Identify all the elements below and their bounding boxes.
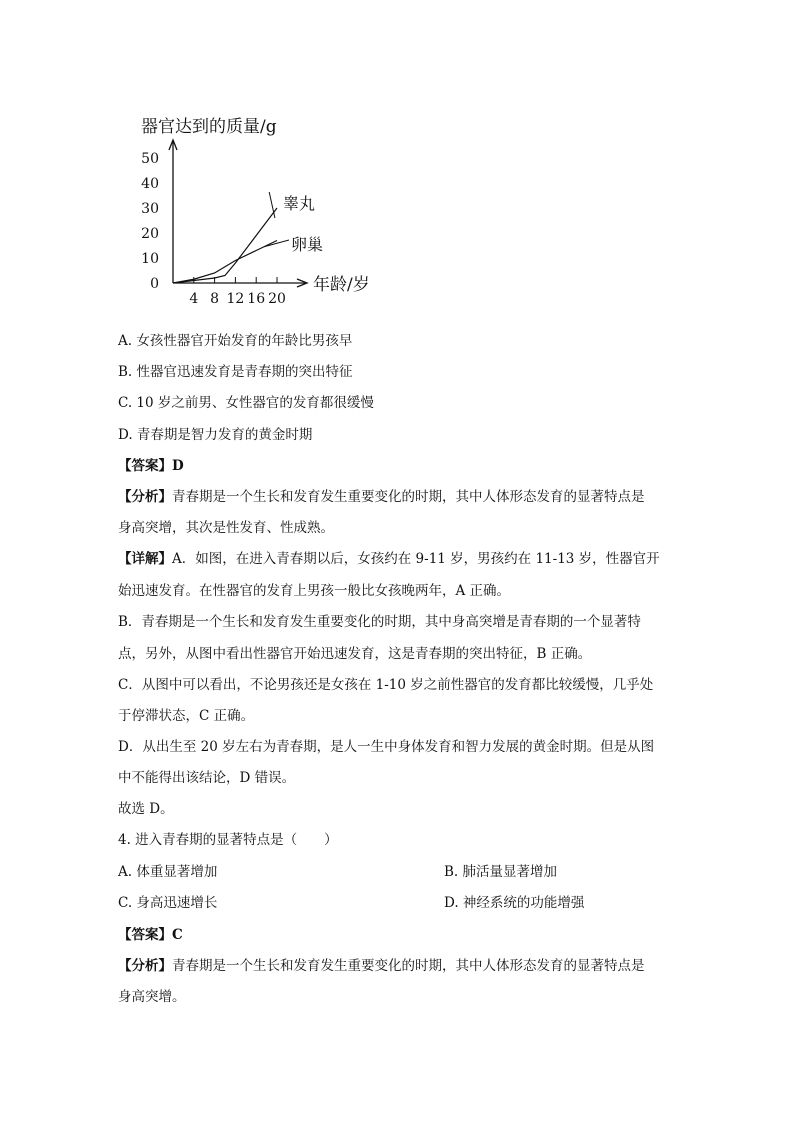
- detail-label: 【详解】: [118, 551, 172, 567]
- detail-a-line1: [118, 550, 660, 568]
- analysis-label: 【分析】: [118, 489, 172, 505]
- y-axis-label: 器官达到的质量/g: [141, 117, 277, 137]
- answer-q3: 【答案】D: [118, 458, 184, 474]
- series-label: 睾丸: [283, 194, 316, 213]
- x-tick-label: 20: [268, 291, 286, 307]
- y-tick-label: 20: [141, 226, 159, 242]
- q4-analysis-line2: 身高突增。: [118, 989, 186, 1005]
- detail-d-line1: D．从出生至 20 岁左右为青春期，是人一生中身体发育和智力发展的黄金时期。但是从图: [118, 739, 655, 755]
- detail-a-line2: 始迅速发育。在性器官的发育上男孩一般比女孩晚两年，A 正确。: [118, 583, 511, 599]
- x-tick-label: 8: [210, 291, 220, 307]
- y-tick-label: 30: [141, 201, 159, 217]
- detail-b-line1: B．青春期是一个生长和发育发生重要变化的时期，其中身高突增是青春期的一个显著特: [118, 614, 641, 630]
- x-tick-label: 4: [189, 291, 199, 307]
- q4-analysis-line1: [118, 957, 645, 975]
- series-line: [173, 208, 277, 283]
- option-c: C. 10 岁之前男、女性器官的发育都很缓慢: [118, 395, 374, 411]
- conclusion: 故选 D。: [118, 801, 174, 817]
- growth-chart: [133, 112, 393, 307]
- y-tick-label: 50: [141, 151, 159, 167]
- series-label: 卵巢: [291, 235, 324, 254]
- q4-stem: 4. 进入青春期的显著特点是（ ）: [118, 832, 338, 848]
- option-d: D. 青春期是智力发育的黄金时期: [118, 427, 313, 443]
- x-axis-label: 年龄/岁: [313, 275, 370, 295]
- analysis-q3-line2: 身高突增，其次是性发育、性成熟。: [118, 520, 334, 536]
- x-tick-label: 16: [247, 291, 266, 307]
- growth-chart-svg: [133, 112, 393, 307]
- detail-b-line2: 点，另外，从图中看出性器官开始迅速发育，这是青春期的突出特征，B 正确。: [118, 646, 592, 662]
- q4-analysis-text: 青春期是一个生长和发育发生重要变化的时期，其中人体形态发育的显著特点是: [172, 958, 645, 974]
- option-a: A. 女孩性器官开始发育的年龄比男孩早: [118, 333, 353, 349]
- q4-analysis-label: 【分析】: [118, 958, 172, 974]
- q4-option-a: A. 体重显著增加: [118, 864, 218, 880]
- analysis-q3-line1: [118, 488, 645, 506]
- detail-d-line2: 中不能得出该结论，D 错误。: [118, 770, 296, 786]
- q4-option-d: D. 神经系统的功能增强: [444, 895, 585, 911]
- y-tick-label: 10: [141, 251, 159, 267]
- y-tick-label: 0: [150, 276, 159, 292]
- detail-c-line1: C．从图中可以看出，不论男孩还是女孩在 1-10 岁之前性器官的发育都比较缓慢，几乎处: [118, 677, 654, 693]
- detail-text: A．如图，在进入青春期以后，女孩约在 9-11 岁，男孩约在 11-13 岁，性器官开: [172, 551, 660, 567]
- y-tick-label: 40: [141, 176, 159, 192]
- q4-answer: 【答案】C: [118, 927, 183, 943]
- series-line: [173, 241, 277, 284]
- q4-option-c: C. 身高迅速增长: [118, 895, 218, 911]
- analysis-text: 青春期是一个生长和发育发生重要变化的时期，其中人体形态发育的显著特点是: [172, 489, 645, 505]
- detail-c-line2: 于停滞状态，C 正确。: [118, 708, 255, 724]
- option-b: B. 性器官迅速发育是青春期的突出特征: [118, 364, 353, 380]
- q4-option-b: B. 肺活量显著增加: [444, 864, 558, 880]
- x-tick-label: 12: [226, 291, 245, 307]
